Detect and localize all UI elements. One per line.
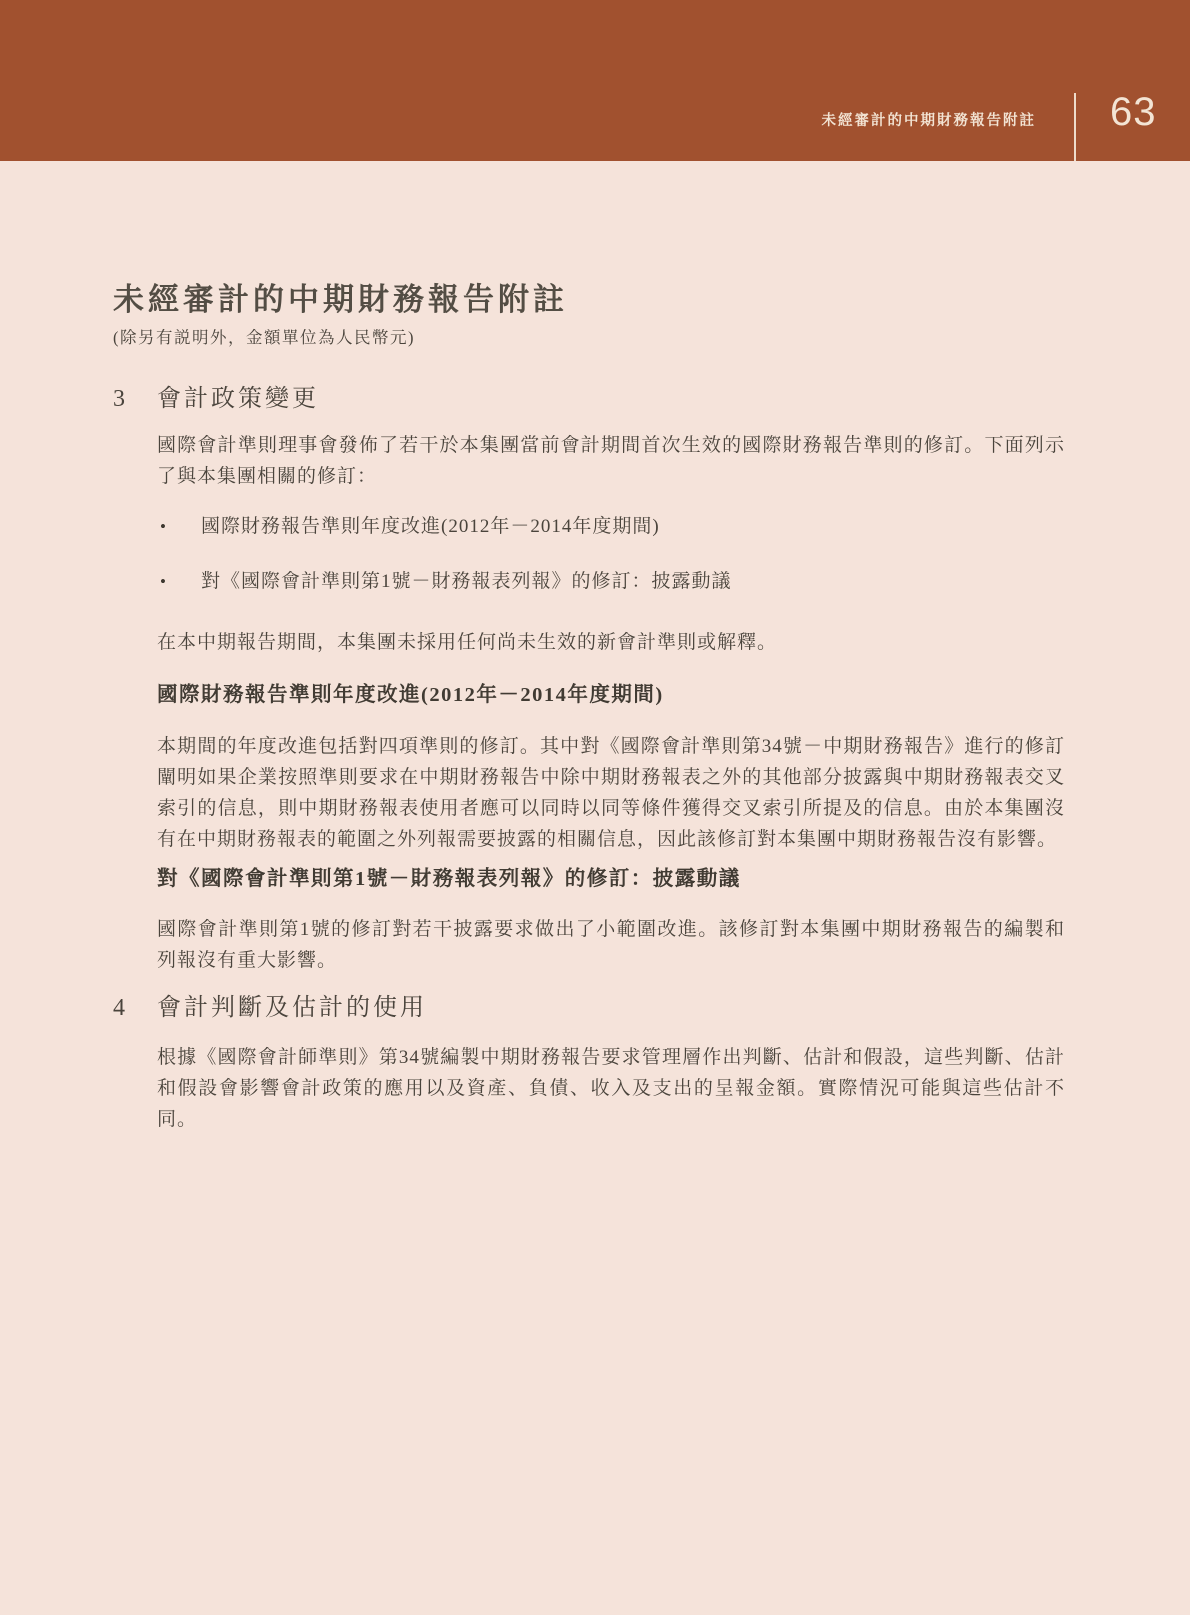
section-number: 3 [113,386,125,412]
subsection-heading: 國際財務報告準則年度改進(2012年－2014年度期間) [157,684,664,706]
section-4-heading [113,992,1065,1024]
subsection-heading: 對《國際會計準則第1號－財務報表列報》的修訂：披露動議 [157,867,741,890]
running-header-title: 未經審計的中期財務報告附註 [821,113,1036,129]
section-4-body [157,1042,1065,1135]
section-heading-text: 會計判斷及估計的使用 [157,995,427,1021]
page-number: 63 [1110,90,1157,134]
document-subtitle: (除另有説明外，金額單位為人民幣元) [113,328,415,347]
paragraph: 本期間的年度改進包括對四項準則的修訂。其中對《國際會計準則第34號－中期財務報告》進行的修訂闡明如果企業按照準則要求在中期財務報告中除中期財務報表之外的其他部分披露與中期財務報表交叉索引的信息，則中期財務報表使用者應可以同時以同等條件獲得交叉索引所提及的信息。由於本集團沒有在中期財務報表的範圍之外列報需要披露的相關信息，因此該修訂對本集團中期財務報告沒有影響。 [157,735,1065,850]
paragraph: 國際會計準則理事會發佈了若干於本集團當前會計期間首次生效的國際財務報告準則的修訂。下面列示了與本集團相關的修訂： [157,435,1065,487]
section-3 [113,383,1065,976]
list-item: • 對《國際會計準則第1號－財務報表列報》的修訂：披露動議 [157,568,1065,596]
section-4 [113,992,1065,1135]
paragraph: 在本中期報告期間，本集團未採用任何尚未生效的新會計準則或解釋。 [157,632,778,653]
section-heading-text: 會計政策變更 [157,386,319,412]
paragraph: 根據《國際會計師準則》第34號編製中期財務報告要求管理層作出判斷、估計和假設，這些判斷、估計和假設會影響會計政策的應用以及資產、負債、收入及支出的呈報金額。實際情況可能與這些估計不同。 [157,1047,1065,1130]
section-3-body [157,430,1065,976]
page-header-band [0,0,1190,161]
section-number: 4 [113,995,125,1021]
document-title: 未經審計的中期財務報告附註 [113,282,568,317]
header-divider [1074,93,1076,161]
paragraph: 國際會計準則第1號的修訂對若干披露要求做出了小範圍改進。該修訂對本集團中期財務報告的編製和列報沒有重大影響。 [157,919,1065,971]
document-content [0,161,1190,1135]
list-item: • 國際財務報告準則年度改進(2012年－2014年度期間) [157,513,1065,541]
section-3-heading [113,383,1065,415]
